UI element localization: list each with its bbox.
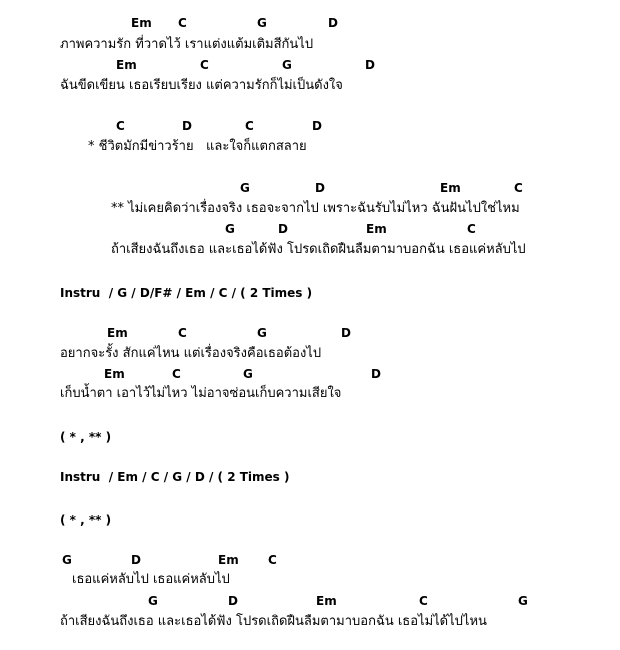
repeat-marker: ( * , ** ) <box>60 513 112 527</box>
chord: G <box>240 181 250 195</box>
lyric-line: เธอแค่หลับไป เธอแค่หลับไป <box>72 572 230 587</box>
chord: Em <box>104 367 125 381</box>
chord-line <box>0 55 620 75</box>
chord: Em <box>131 16 152 30</box>
chord: C <box>178 326 187 340</box>
chord: D <box>315 181 325 195</box>
chord: D <box>312 119 322 133</box>
chord: Em <box>116 58 137 72</box>
chord: G <box>148 594 158 608</box>
chord: G <box>257 16 267 30</box>
chord: C <box>178 16 187 30</box>
lyric-line: อยากจะรั้ง สักแค่ไหน แต่เรื่องจริงคือเธอต้องไป <box>60 346 322 361</box>
chord-line <box>0 116 620 136</box>
chord: C <box>419 594 428 608</box>
chord: G <box>62 553 72 567</box>
chord: G <box>518 594 528 608</box>
chord-line <box>0 550 620 570</box>
chord: D <box>228 594 238 608</box>
chord: Em <box>440 181 461 195</box>
chord: C <box>245 119 254 133</box>
lyric-line: * ชีวิตมักมีข่าวร้าย และใจก็แตกสลาย <box>88 139 307 154</box>
lyric-line: ** ไม่เคยคิดว่าเรื่องจริง เธอจะจากไป เพราะฉันรับไม่ไหว ฉันฝันไปใช่ไหม <box>111 201 520 216</box>
chord-line <box>0 178 620 198</box>
chord: Em <box>218 553 239 567</box>
chord: D <box>182 119 192 133</box>
chord: G <box>243 367 253 381</box>
chord: C <box>514 181 523 195</box>
chord-line <box>0 219 620 239</box>
chord: G <box>257 326 267 340</box>
repeat-marker: ( * , ** ) <box>60 430 112 444</box>
chord: C <box>116 119 125 133</box>
lyric-line: ภาพความรัก ที่วาดไว้ เราแต่งแต้มเติมสีกันไป <box>60 37 314 52</box>
chord: Em <box>316 594 337 608</box>
instrumental-line: Instru / Em / C / G / D / ( 2 Times ) <box>60 470 290 484</box>
chord-line <box>0 13 620 33</box>
instrumental-line: Instru / G / D/F# / Em / C / ( 2 Times ) <box>60 286 313 300</box>
lyric-line: ฉันขีดเขียน เธอเรียบเรียง แต่ความรักก็ไม่เป็นดังใจ <box>60 78 343 93</box>
chord: C <box>172 367 181 381</box>
chord: C <box>268 553 277 567</box>
chord: G <box>282 58 292 72</box>
chord-line <box>0 591 620 611</box>
chord: D <box>278 222 288 236</box>
chord-line <box>0 364 620 384</box>
lyric-line: เก็บน้ำตา เอาไว้ไม่ไหว ไม่อาจซ่อนเก็บความเสียใจ <box>60 386 342 401</box>
chord: G <box>225 222 235 236</box>
chord: D <box>328 16 338 30</box>
chord: C <box>467 222 476 236</box>
lyric-line: ถ้าเสียงฉันถึงเธอ และเธอได้ฟัง โปรดเถิดฝืนลืมตามาบอกฉัน เธอไม่ได้ไปไหน <box>60 614 487 629</box>
chord: Em <box>107 326 128 340</box>
lyric-line: ถ้าเสียงฉันถึงเธอ และเธอได้ฟัง โปรดเถิดฝืนลืมตามาบอกฉัน เธอแค่หลับไป <box>111 242 526 257</box>
chord: D <box>341 326 351 340</box>
chord: D <box>131 553 141 567</box>
chord: C <box>200 58 209 72</box>
chord-line <box>0 323 620 343</box>
chord: Em <box>366 222 387 236</box>
chord: D <box>371 367 381 381</box>
chord: D <box>365 58 375 72</box>
